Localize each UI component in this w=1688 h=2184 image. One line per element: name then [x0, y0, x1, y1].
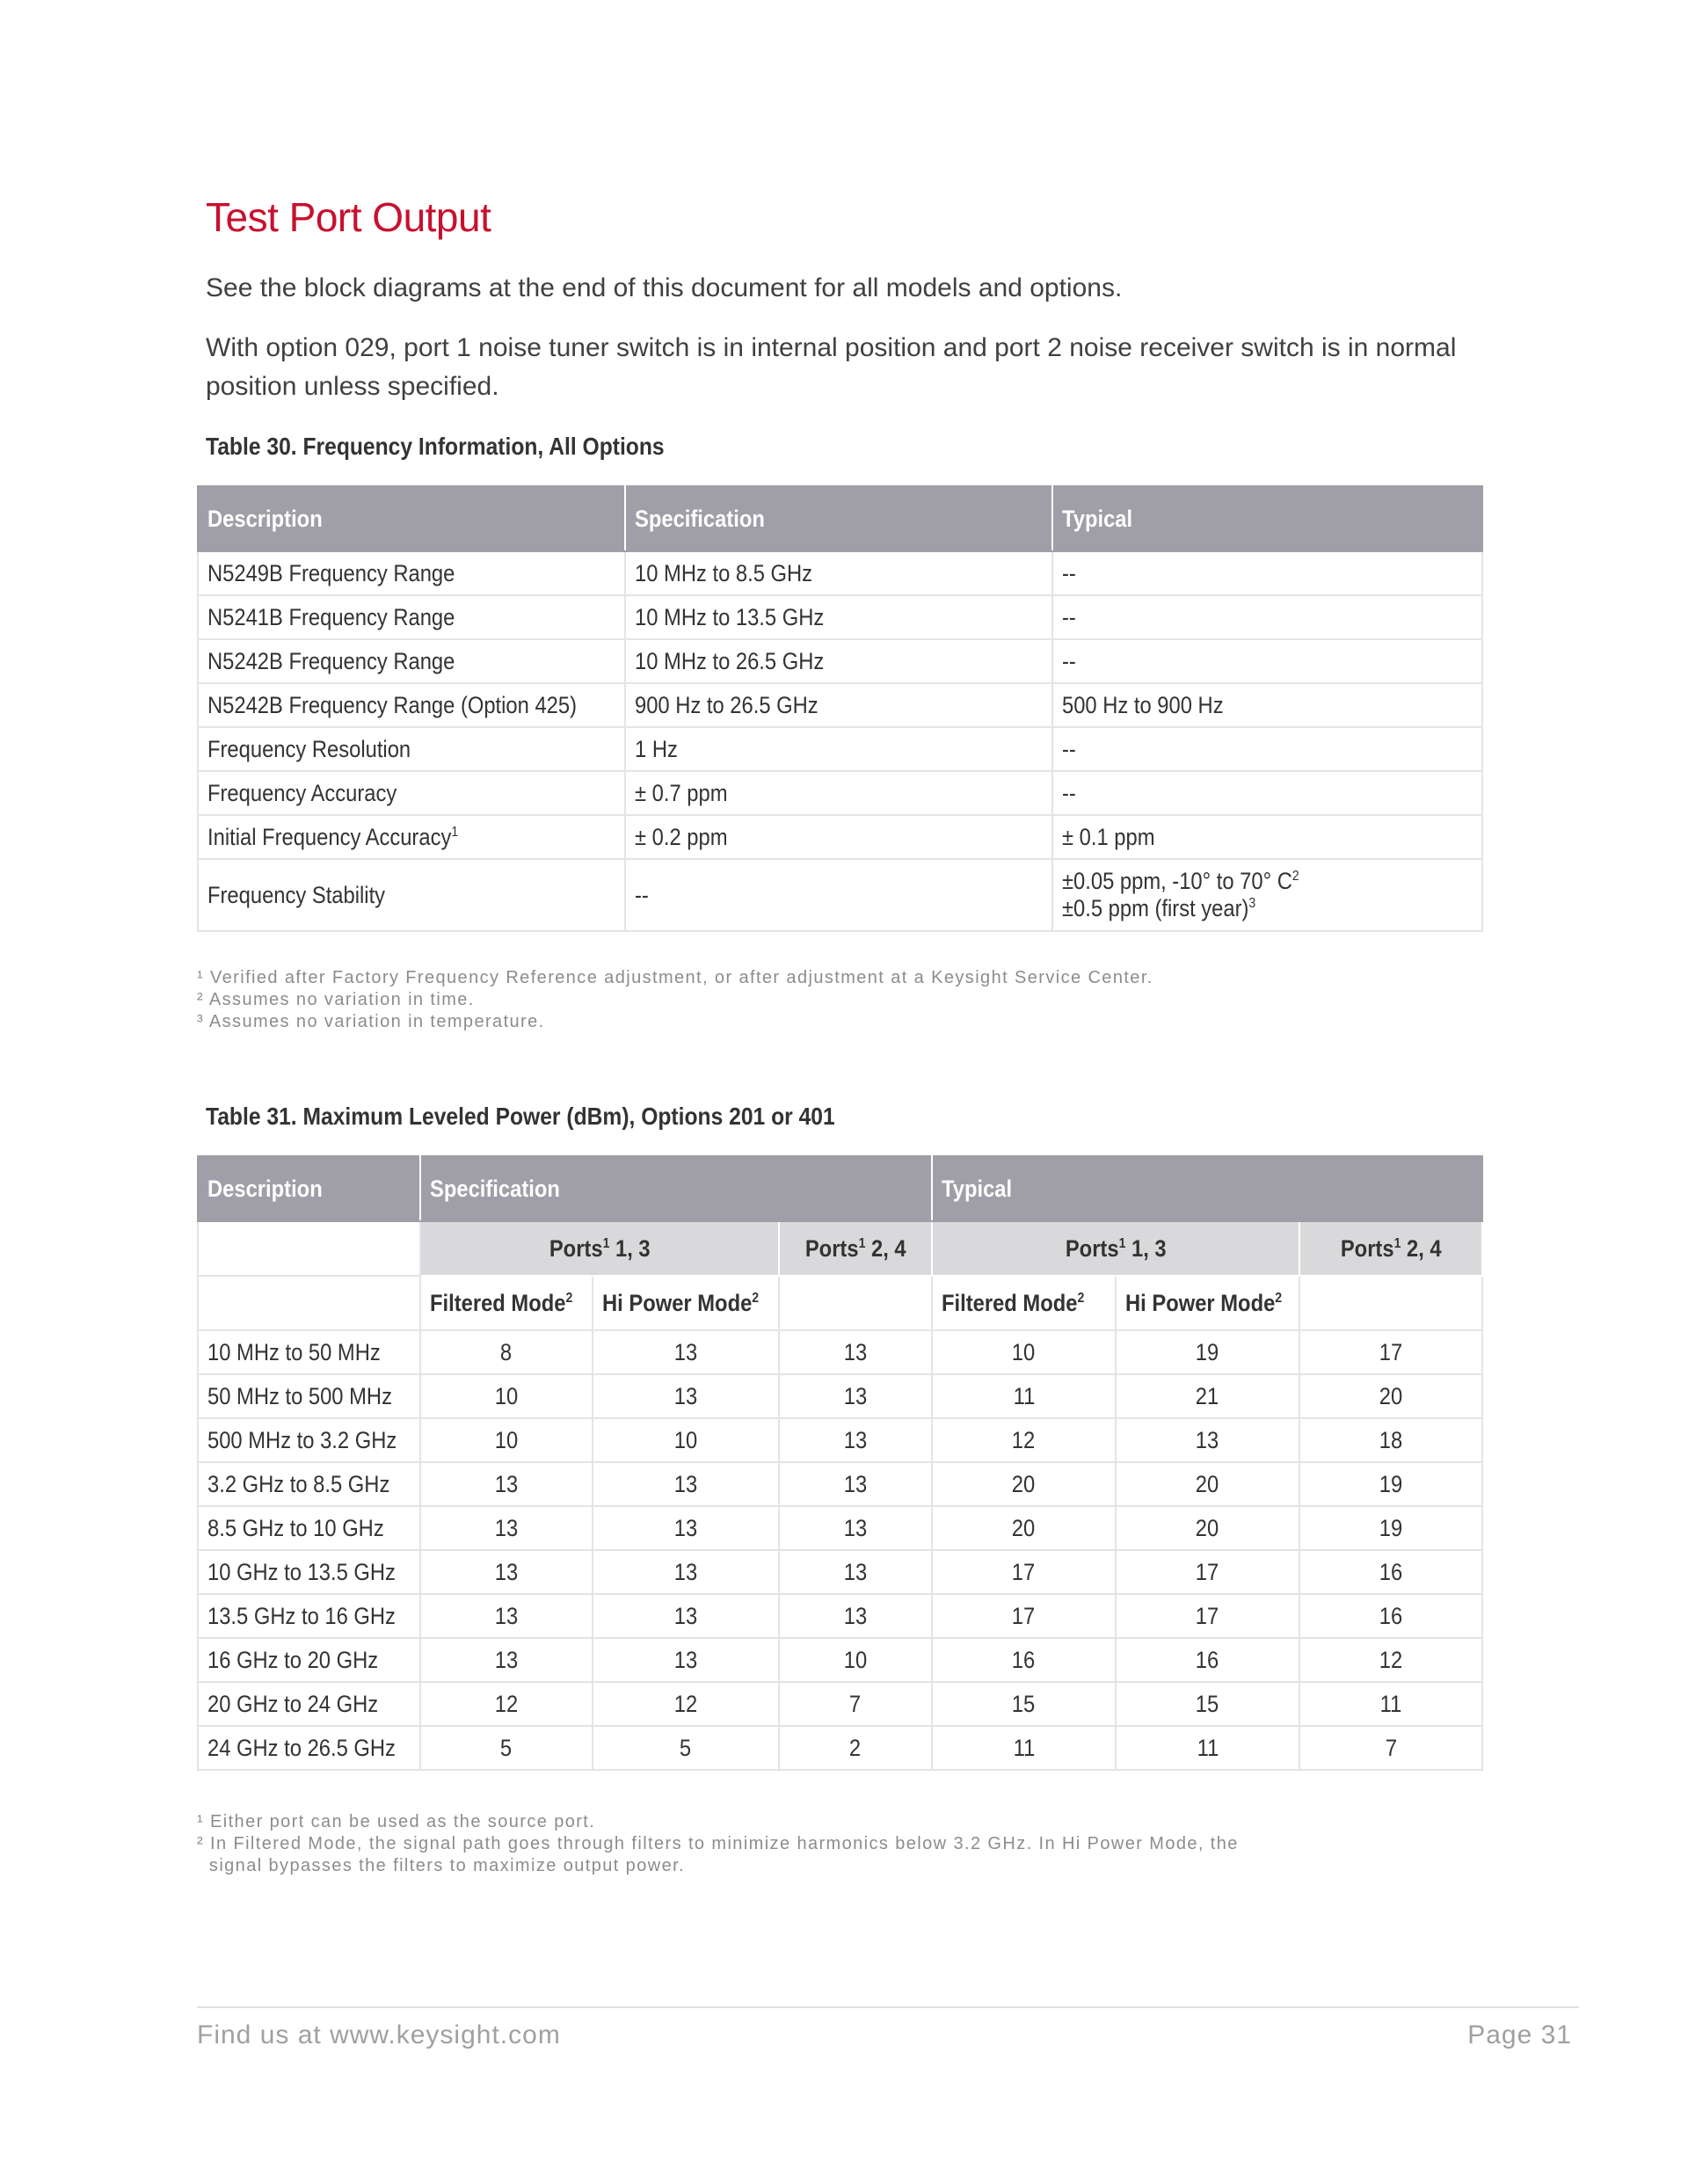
footnote: signal bypasses the filters to maximize output power.	[197, 1856, 686, 1875]
footer-divider	[197, 2006, 1579, 2008]
cell-typ-ports-2-4: 20	[1299, 1374, 1482, 1418]
cell-typ-filtered: 17	[932, 1550, 1116, 1594]
cell-spec-hi-power: 5	[593, 1726, 779, 1770]
cell-typical: --	[1052, 771, 1482, 815]
cell-typ-hi-power: 11	[1116, 1726, 1299, 1770]
typ-filtered-mode: Filtered Mode$^2$	[932, 1276, 1116, 1330]
cell-spec-filtered: 13	[420, 1638, 593, 1682]
blank-cell	[198, 1276, 420, 1330]
cell-spec-ports-2-4: 2	[779, 1726, 932, 1770]
cell-frequency-range: 24 GHz to 26.5 GHz	[198, 1726, 420, 1770]
cell-spec-hi-power: 13	[593, 1462, 779, 1506]
typ-ports-2-4: Ports$^1$ 2, 4	[1299, 1221, 1482, 1276]
cell-spec-ports-2-4: 13	[779, 1462, 932, 1506]
max-leveled-power-table	[197, 1155, 1483, 1771]
footer-website[interactable]: Find us at www.keysight.com	[197, 2020, 561, 2049]
table-header-row	[198, 1156, 1482, 1221]
cell-description: Frequency Stability	[198, 859, 625, 931]
table30-footnotes	[197, 967, 1153, 1033]
table-row	[198, 859, 1482, 931]
cell-spec-filtered: 5	[420, 1726, 593, 1770]
blank-cell	[1299, 1276, 1482, 1330]
cell-frequency-range: 16 GHz to 20 GHz	[198, 1638, 420, 1682]
table-row	[198, 1506, 1482, 1550]
cell-typ-ports-2-4: 18	[1299, 1418, 1482, 1462]
cell-spec-hi-power: 13	[593, 1594, 779, 1638]
cell-typical: ±0.05 ppm, -10° to 70° $C^2$ ±0.5 ppm (first year)$^3$	[1052, 859, 1482, 931]
cell-typ-filtered: 12	[932, 1418, 1116, 1462]
intro-paragraph: See the block diagrams at the end of this document for all models and options.	[206, 273, 1123, 302]
typ-hi-power-mode: Hi Power Mode$^2$	[1116, 1276, 1299, 1330]
cell-specification: ± 0.2 ppm	[625, 815, 1052, 859]
cell-typ-filtered: 11	[932, 1374, 1116, 1418]
table31-body	[198, 1330, 1482, 1770]
header-specification: Specification	[420, 1156, 932, 1221]
cell-typ-filtered: 15	[932, 1682, 1116, 1726]
header-typical: Typical	[932, 1156, 1482, 1221]
blank-cell	[198, 1221, 420, 1276]
typ-ports-1-3: Ports$^1$ 1, 3	[932, 1221, 1299, 1276]
cell-typ-ports-2-4: 7	[1299, 1726, 1482, 1770]
header-specification: Specification	[625, 486, 1052, 551]
table-row	[198, 1330, 1482, 1374]
cell-typ-filtered: 16	[932, 1638, 1116, 1682]
cell-typ-ports-2-4: 12	[1299, 1638, 1482, 1682]
cell-specification: 10 MHz to 8.5 GHz	[625, 551, 1052, 595]
cell-frequency-range: 20 GHz to 24 GHz	[198, 1682, 420, 1726]
cell-typ-hi-power: 20	[1116, 1462, 1299, 1506]
ports-header-row	[198, 1221, 1482, 1276]
cell-spec-hi-power: 13	[593, 1550, 779, 1594]
table-row	[198, 771, 1482, 815]
cell-spec-filtered: 13	[420, 1462, 593, 1506]
cell-typ-hi-power: 15	[1116, 1682, 1299, 1726]
cell-typical: --	[1052, 551, 1482, 595]
cell-typical: --	[1052, 639, 1482, 683]
section-title: Test Port Output	[206, 194, 491, 240]
cell-typical: ± 0.1 ppm	[1052, 815, 1482, 859]
cell-typ-hi-power: 17	[1116, 1550, 1299, 1594]
cell-typ-hi-power: 16	[1116, 1638, 1299, 1682]
cell-typ-ports-2-4: 11	[1299, 1682, 1482, 1726]
footnote: ² In Filtered Mode, the signal path goes through filters to minimize harmonics below 3.2 GHz. In Hi Power Mode, the	[197, 1834, 1239, 1853]
frequency-information-table	[197, 485, 1483, 932]
cell-specification: 10 MHz to 13.5 GHz	[625, 595, 1052, 639]
cell-typ-filtered: 20	[932, 1462, 1116, 1506]
cell-spec-hi-power: 13	[593, 1330, 779, 1374]
cell-spec-hi-power: 13	[593, 1638, 779, 1682]
cell-frequency-range: 10 GHz to 13.5 GHz	[198, 1550, 420, 1594]
table-row	[198, 1374, 1482, 1418]
cell-spec-ports-2-4: 13	[779, 1594, 932, 1638]
cell-description: N5242B Frequency Range	[198, 639, 625, 683]
cell-spec-hi-power: 13	[593, 1374, 779, 1418]
cell-typical: --	[1052, 595, 1482, 639]
cell-typ-ports-2-4: 16	[1299, 1594, 1482, 1638]
table-row	[198, 683, 1482, 727]
cell-spec-ports-2-4: 13	[779, 1418, 932, 1462]
header-description: Description	[198, 486, 625, 551]
cell-typ-ports-2-4: 19	[1299, 1462, 1482, 1506]
footnote: ² Assumes no variation in time.	[197, 990, 475, 1009]
cell-spec-hi-power: 13	[593, 1506, 779, 1550]
cell-description: Frequency Accuracy	[198, 771, 625, 815]
table-row	[198, 1638, 1482, 1682]
cell-typ-ports-2-4: 16	[1299, 1550, 1482, 1594]
cell-spec-ports-2-4: 10	[779, 1638, 932, 1682]
table-row	[198, 727, 1482, 771]
cell-spec-ports-2-4: 13	[779, 1506, 932, 1550]
footnote: ¹ Either port can be used as the source port.	[197, 1812, 596, 1831]
cell-specification: --	[625, 859, 1052, 931]
cell-spec-filtered: 13	[420, 1506, 593, 1550]
cell-frequency-range: 10 MHz to 50 MHz	[198, 1330, 420, 1374]
header-description: Description	[198, 1156, 420, 1221]
cell-typ-hi-power: 19	[1116, 1330, 1299, 1374]
table-row	[198, 1550, 1482, 1594]
header-typical: Typical	[1052, 486, 1482, 551]
blank-cell	[779, 1276, 932, 1330]
table31-footnotes	[197, 1811, 1239, 1877]
spec-ports-2-4: Ports$^1$ 2, 4	[779, 1221, 932, 1276]
cell-spec-ports-2-4: 13	[779, 1550, 932, 1594]
page-number: Page 31	[1467, 2020, 1572, 2049]
cell-spec-ports-2-4: 13	[779, 1330, 932, 1374]
cell-typ-hi-power: 13	[1116, 1418, 1299, 1462]
cell-typ-filtered: 17	[932, 1594, 1116, 1638]
spec-filtered-mode: Filtered Mode$^2$	[420, 1276, 593, 1330]
cell-frequency-range: 8.5 GHz to 10 GHz	[198, 1506, 420, 1550]
cell-spec-hi-power: 12	[593, 1682, 779, 1726]
table-row	[198, 1462, 1482, 1506]
cell-typ-filtered: 20	[932, 1506, 1116, 1550]
cell-spec-filtered: 13	[420, 1550, 593, 1594]
cell-spec-filtered: 10	[420, 1418, 593, 1462]
cell-typical: 500 Hz to 900 Hz	[1052, 683, 1482, 727]
cell-spec-filtered: 10	[420, 1374, 593, 1418]
cell-spec-filtered: 13	[420, 1594, 593, 1638]
option-paragraph: With option 029, port 1 noise tuner switch is in internal position and port 2 noise receiver switch is in normal position unless specified.	[206, 333, 1457, 401]
cell-spec-hi-power: 10	[593, 1418, 779, 1462]
spec-ports-1-3: Ports$^1$ 1, 3	[420, 1221, 779, 1276]
table-row	[198, 1682, 1482, 1726]
table30-caption: Table 30. Frequency Information, All Options	[206, 433, 665, 460]
cell-specification: 900 Hz to 26.5 GHz	[625, 683, 1052, 727]
cell-frequency-range: 13.5 GHz to 16 GHz	[198, 1594, 420, 1638]
cell-specification: 1 Hz	[625, 727, 1052, 771]
cell-typical: --	[1052, 727, 1482, 771]
cell-typ-hi-power: 20	[1116, 1506, 1299, 1550]
cell-description: Initial Frequency Accuracy$^1$	[198, 815, 625, 859]
footnote: ¹ Verified after Factory Frequency Reference adjustment, or after adjustment at a Keysight Service Center.	[197, 968, 1153, 987]
cell-frequency-range: 3.2 GHz to 8.5 GHz	[198, 1462, 420, 1506]
table-row	[198, 639, 1482, 683]
table-header-row	[198, 486, 1482, 551]
cell-typ-filtered: 10	[932, 1330, 1116, 1374]
cell-specification: ± 0.7 ppm	[625, 771, 1052, 815]
table-row	[198, 551, 1482, 595]
cell-specification: 10 MHz to 26.5 GHz	[625, 639, 1052, 683]
table-row	[198, 815, 1482, 859]
cell-spec-filtered: 12	[420, 1682, 593, 1726]
table-row	[198, 595, 1482, 639]
spec-hi-power-mode: Hi Power Mode$^2$	[593, 1276, 779, 1330]
table-row	[198, 1594, 1482, 1638]
cell-typ-hi-power: 21	[1116, 1374, 1299, 1418]
cell-description: Frequency Resolution	[198, 727, 625, 771]
cell-spec-ports-2-4: 13	[779, 1374, 932, 1418]
cell-typ-hi-power: 17	[1116, 1594, 1299, 1638]
cell-description: N5241B Frequency Range	[198, 595, 625, 639]
table30-body	[198, 551, 1482, 931]
table-row	[198, 1726, 1482, 1770]
cell-description: N5242B Frequency Range (Option 425)	[198, 683, 625, 727]
cell-typ-ports-2-4: 19	[1299, 1506, 1482, 1550]
cell-typ-filtered: 11	[932, 1726, 1116, 1770]
cell-spec-filtered: 8	[420, 1330, 593, 1374]
cell-typ-ports-2-4: 17	[1299, 1330, 1482, 1374]
cell-frequency-range: 500 MHz to 3.2 GHz	[198, 1418, 420, 1462]
footnote: ³ Assumes no variation in temperature.	[197, 1012, 545, 1031]
cell-spec-ports-2-4: 7	[779, 1682, 932, 1726]
table31-caption: Table 31. Maximum Leveled Power (dBm), Options 201 or 401	[206, 1103, 835, 1130]
table-row	[198, 1418, 1482, 1462]
mode-header-row	[198, 1276, 1482, 1330]
cell-description: N5249B Frequency Range	[198, 551, 625, 595]
cell-frequency-range: 50 MHz to 500 MHz	[198, 1374, 420, 1418]
